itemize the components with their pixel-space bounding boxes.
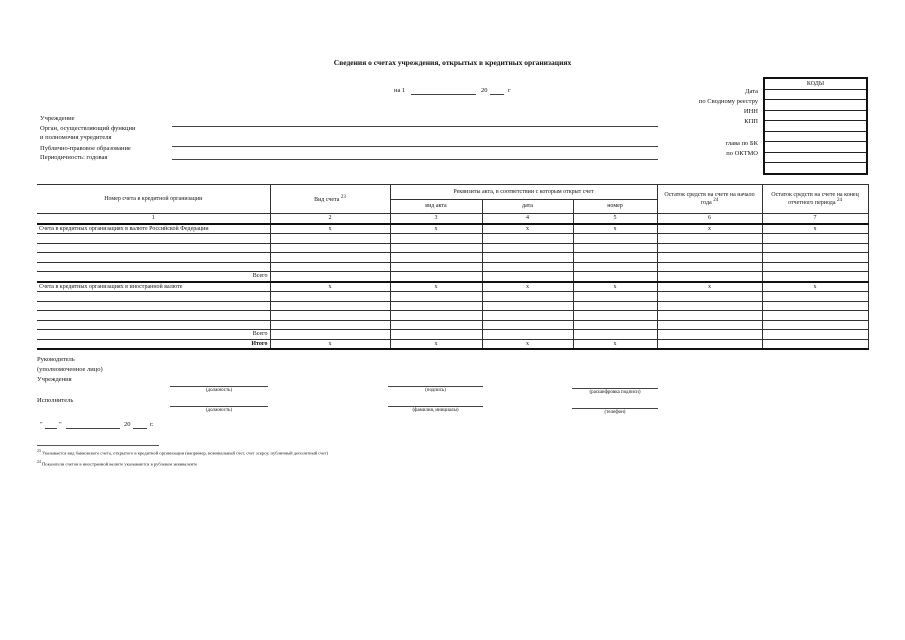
table-cell[interactable]: [390, 292, 482, 302]
table-cell[interactable]: [270, 262, 390, 272]
table-cell[interactable]: [270, 330, 390, 340]
table-row: [37, 243, 868, 253]
table-cell[interactable]: [482, 320, 573, 330]
executor-phone-field[interactable]: [572, 408, 658, 409]
x-mark: x: [390, 282, 482, 292]
head-position-field[interactable]: [170, 386, 268, 387]
date-year-blank[interactable]: [490, 94, 504, 95]
section1-total-label: Всего: [37, 272, 270, 282]
head-signature-field[interactable]: [388, 386, 483, 387]
x-mark: x: [482, 339, 573, 349]
x-mark: x: [657, 282, 762, 292]
table-cell[interactable]: [762, 301, 868, 311]
col-num: 1: [37, 214, 270, 224]
table-cell[interactable]: [573, 320, 657, 330]
table-cell[interactable]: [37, 311, 270, 321]
table-cell[interactable]: [657, 330, 762, 340]
col1-header: Номер счета в кредитной организации: [37, 185, 270, 214]
col6-header: Остаток средств на счете на начало года $^{24}$: [657, 185, 762, 214]
footnote-24: $^{24}$ Показатели счетов в иностранной валюте указываются в рублевом эквиваленте: [37, 460, 198, 467]
table-cell[interactable]: [657, 272, 762, 282]
x-mark: x: [270, 339, 390, 349]
date-prefix: на 1: [394, 87, 406, 94]
table-cell[interactable]: [270, 253, 390, 263]
sig-head-1: Руководитель: [37, 356, 75, 363]
table-cell[interactable]: [762, 311, 868, 321]
table-cell[interactable]: [657, 320, 762, 330]
table-cell[interactable]: [762, 339, 868, 349]
head-signature-caption: (подпись): [425, 388, 446, 393]
col3-header: вид акта: [390, 199, 482, 214]
table-cell[interactable]: [657, 262, 762, 272]
page-title: Сведения о счетах учреждения, открытых в кредитных организациях: [333, 58, 572, 67]
table-cell[interactable]: [482, 272, 573, 282]
col-num: 2: [270, 214, 390, 224]
table-cell[interactable]: [657, 234, 762, 244]
table-cell[interactable]: [37, 243, 270, 253]
table-cell[interactable]: [657, 311, 762, 321]
sign-date-open-quote: ": [40, 421, 43, 428]
table-cell[interactable]: [762, 253, 868, 263]
col5-header: номер: [573, 199, 657, 214]
x-mark: x: [573, 282, 657, 292]
label-institution: Учреждение: [40, 115, 75, 122]
x-mark: x: [762, 224, 868, 234]
table-cell[interactable]: [390, 262, 482, 272]
table-cell[interactable]: [657, 243, 762, 253]
table-cell[interactable]: [270, 301, 390, 311]
table-cell[interactable]: [573, 253, 657, 263]
x-mark: x: [762, 282, 868, 292]
table-cell[interactable]: [762, 330, 868, 340]
sign-date-year-suffix: г.: [150, 421, 154, 428]
table-cell[interactable]: [270, 243, 390, 253]
table-cell[interactable]: [657, 253, 762, 263]
table-cell[interactable]: [482, 330, 573, 340]
table-cell[interactable]: [390, 234, 482, 244]
code-cell-empty[interactable]: [764, 131, 867, 142]
col-num: 7: [762, 214, 868, 224]
table-cell[interactable]: [270, 311, 390, 321]
table-cell[interactable]: [390, 272, 482, 282]
table-cell[interactable]: [270, 234, 390, 244]
table-row: [37, 311, 868, 321]
grand-total-label: Итого: [37, 339, 270, 349]
sig-head-2: (уполномоченное лицо): [37, 366, 103, 373]
act-group-header: Реквизиты акта, в соответствии с которым открыт счет: [390, 185, 657, 200]
col-num: 4: [482, 214, 573, 224]
table-cell[interactable]: [657, 301, 762, 311]
table-cell[interactable]: [270, 272, 390, 282]
date-day-month-blank[interactable]: [411, 94, 476, 95]
codes-label-kpp: КПП: [744, 118, 758, 125]
x-mark: x: [482, 224, 573, 234]
table-cell[interactable]: [657, 339, 762, 349]
table-cell[interactable]: [37, 301, 270, 311]
table-row: [37, 253, 868, 263]
table-row: [37, 262, 868, 272]
institution-field[interactable]: [172, 126, 658, 127]
table-row: [37, 292, 868, 302]
codes-header: КОДЫ: [764, 78, 867, 89]
executor-position-field[interactable]: [170, 406, 268, 407]
col-num: 6: [657, 214, 762, 224]
label-founder-1: Орган, осуществляющий функции: [40, 125, 136, 132]
x-mark: x: [390, 339, 482, 349]
table-cell[interactable]: [573, 311, 657, 321]
date-year-prefix: 20: [481, 87, 488, 94]
table-cell[interactable]: [482, 311, 573, 321]
code-cell-inn[interactable]: [764, 110, 867, 121]
table-cell[interactable]: [573, 243, 657, 253]
table-cell[interactable]: [482, 253, 573, 263]
accounts-table: [37, 184, 869, 350]
table-cell[interactable]: [270, 320, 390, 330]
sign-date-day-field[interactable]: [45, 428, 57, 429]
table-cell[interactable]: [390, 243, 482, 253]
codes-label-date: Дата: [745, 88, 758, 95]
codes-label-registry: по Сводному реестру: [698, 98, 758, 105]
table-row: [37, 234, 868, 244]
label-public-entity: Публично-правовое образование: [40, 145, 131, 152]
table-cell[interactable]: [762, 262, 868, 272]
code-cell-kpp[interactable]: [764, 121, 867, 132]
sign-date-year-field[interactable]: [133, 428, 147, 429]
executor-label: Исполнитель: [37, 397, 74, 404]
section1-label: Счета в кредитных организациях в валюте Российской Федерации: [37, 224, 270, 234]
table-cell[interactable]: [762, 292, 868, 302]
code-cell-oktmo[interactable]: [764, 152, 867, 163]
code-cell-bk[interactable]: [764, 142, 867, 153]
table-cell[interactable]: [657, 292, 762, 302]
head-decoding-caption: (расшифровка подписи): [589, 390, 641, 395]
table-cell[interactable]: [37, 253, 270, 263]
label-founder-2: и полномочия учредителя: [40, 134, 112, 141]
label-periodicity: Периодичность: годовая: [40, 154, 108, 161]
sig-head-3: Учреждения: [37, 376, 72, 383]
x-mark: x: [270, 224, 390, 234]
sign-date-year-prefix: 20: [124, 421, 131, 428]
table-cell[interactable]: [762, 320, 868, 330]
table-cell[interactable]: [37, 292, 270, 302]
table-cell[interactable]: [270, 292, 390, 302]
table-cell[interactable]: [390, 330, 482, 340]
code-cell-date[interactable]: [764, 89, 867, 100]
table-cell[interactable]: [573, 272, 657, 282]
founder-field[interactable]: [172, 146, 658, 147]
table-cell[interactable]: [37, 262, 270, 272]
table-cell[interactable]: [482, 234, 573, 244]
table-cell[interactable]: [390, 301, 482, 311]
col7-header: Остаток средств на счете на конец отчетного периода $^{24}$: [762, 185, 868, 214]
executor-name-caption: (фамилия, инициалы): [412, 408, 459, 413]
x-mark: x: [573, 339, 657, 349]
public-entity-field[interactable]: [172, 159, 658, 160]
head-decoding-field[interactable]: [572, 388, 658, 389]
codes-label-oktmo: по ОКТМО: [726, 150, 758, 157]
x-mark: x: [270, 282, 390, 292]
code-cell-registry[interactable]: [764, 100, 867, 111]
sign-date-month-field[interactable]: [66, 428, 120, 429]
col2-header: Вид счета $^{23}$: [270, 185, 390, 214]
table-cell[interactable]: [482, 262, 573, 272]
table-row: [37, 320, 868, 330]
x-mark: x: [390, 224, 482, 234]
table-cell[interactable]: [573, 234, 657, 244]
table-cell[interactable]: [573, 330, 657, 340]
section2-total-label: Всего: [37, 330, 270, 340]
code-cell-extra[interactable]: [764, 163, 867, 174]
table-cell[interactable]: [573, 262, 657, 272]
executor-phone-caption: (телефон): [604, 410, 626, 415]
table-cell[interactable]: [390, 320, 482, 330]
table-cell[interactable]: [762, 243, 868, 253]
table-cell[interactable]: [37, 234, 270, 244]
x-mark: x: [482, 282, 573, 292]
col-num: 3: [390, 214, 482, 224]
section2-label: Счета в кредитных организациях в иностранной валюте: [37, 282, 270, 292]
x-mark: x: [573, 224, 657, 234]
codes-table: [763, 77, 868, 175]
table-cell[interactable]: [762, 234, 868, 244]
codes-label-bk: глава по БК: [725, 140, 758, 147]
executor-name-field[interactable]: [388, 406, 483, 407]
executor-position-caption: (должность): [205, 408, 233, 413]
table-cell[interactable]: [482, 301, 573, 311]
col4-header: дата: [482, 199, 573, 214]
date-suffix: г: [508, 87, 511, 94]
head-position-caption: (должность): [205, 388, 233, 393]
table-cell[interactable]: [390, 311, 482, 321]
table-cell[interactable]: [482, 292, 573, 302]
table-cell[interactable]: [573, 292, 657, 302]
table-cell[interactable]: [762, 272, 868, 282]
col-num: 5: [573, 214, 657, 224]
table-row: [37, 301, 868, 311]
table-cell[interactable]: [390, 253, 482, 263]
footnote-23: $^{23}$ Указывается вид банковского счета, открытого в кредитной организации (например, номинальный счет, счет эскроу, публичный депозитный счет): [37, 449, 329, 456]
codes-label-inn: ИНН: [743, 108, 758, 115]
footnote-divider: [37, 445, 159, 446]
sign-date-close-quote: ": [59, 421, 62, 428]
x-mark: x: [657, 224, 762, 234]
table-cell[interactable]: [37, 320, 270, 330]
table-cell[interactable]: [482, 243, 573, 253]
table-cell[interactable]: [573, 301, 657, 311]
